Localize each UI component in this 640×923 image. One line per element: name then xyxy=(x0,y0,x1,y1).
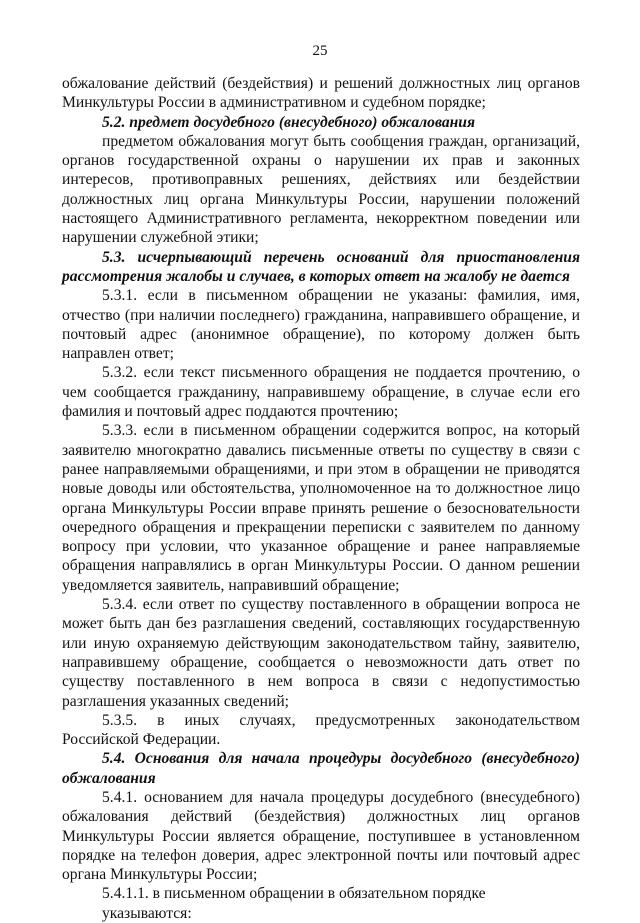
section-heading: 5.3. исчерпывающий перечень оснований для приостановления рассмотрения жалобы и случаев, в которых ответ на жалобу не дается xyxy=(62,248,580,285)
paragraph: предметом обжалования могут быть сообщения граждан, организаций, органов государственной охраны о нарушении их прав и законных интересов, противоправных решениях, действиях или бездействии должностных лиц органа Минкультуры России, нарушении положений настоящего Административного регламента, некорректном поведении или нарушении служебной этики; xyxy=(62,132,580,247)
section-heading: 5.2. предмет досудебного (внесудебного) обжалования xyxy=(102,113,476,131)
page-number: 25 xyxy=(312,43,328,59)
paragraph: 5.4.1.1. в письменном обращении в обязательном порядке xyxy=(102,885,486,903)
paragraph: обжалование действий (бездействия) и решений должностных лиц органов Минкультуры России в административном и судебном порядке; xyxy=(62,75,580,112)
paragraph: 5.4.1. основанием для начала процедуры досудебного (внесудебного) обжалования действий (бездействия) должностных лиц органов Минкультуры России является обращение, поступившее в установленном порядке на телефон доверия, адрес электронной почты или почтовый адрес органа Минкультуры России; xyxy=(62,788,580,884)
paragraph: указываются: xyxy=(102,904,192,922)
paragraph: 5.3.4. если ответ по существу поставленного в обращении вопроса не может быть дан без разглашения сведений, составляющих государственную или иную охраняемую действующим законодательством тайну, заявителю, направившему обращение, сообщается о невозможности дать ответ по существу поставленного в нем вопроса в связи с недопустимостью разглашения указанных сведений; xyxy=(62,596,580,710)
paragraph: 5.3.3. если в письменном обращении содержится вопрос, на который заявителю многократно давались письменные ответы по существу в связи с ранее направляемыми обращениями, и при этом в обращении не приводятся новые доводы или обстоятельства, уполномоченное на то должностное лицо органа Минкультуры России вправе принять решение о безосновательности очередного обращения и прекращении переписки с заявителем по данному вопросу при условии, что указанное обращение и ранее направляемые обращения направлялись в орган Минкультуры России. О данном решении уведомляется заявитель, направивший обращение; xyxy=(62,422,580,594)
document-body xyxy=(62,74,580,923)
paragraph: 5.3.1. если в письменном обращении не указаны: фамилия, имя, отчество (при наличии последнего) гражданина, направившего обращение, и почтовый адрес (анонимное обращение), по которому должен быть направлен ответ; xyxy=(62,287,580,363)
section-heading: 5.4. Основания для начала процедуры досудебного (внесудебного) обжалования xyxy=(62,750,580,787)
paragraph: 5.3.2. если текст письменного обращения не поддается прочтению, о чем сообщается гражданину, направившему обращение, в случае если его фамилия и почтовый адрес поддаются прочтению; xyxy=(62,364,580,421)
paragraph: 5.3.5. в иных случаях, предусмотренных законодательством Российской Федерации. xyxy=(62,711,580,749)
